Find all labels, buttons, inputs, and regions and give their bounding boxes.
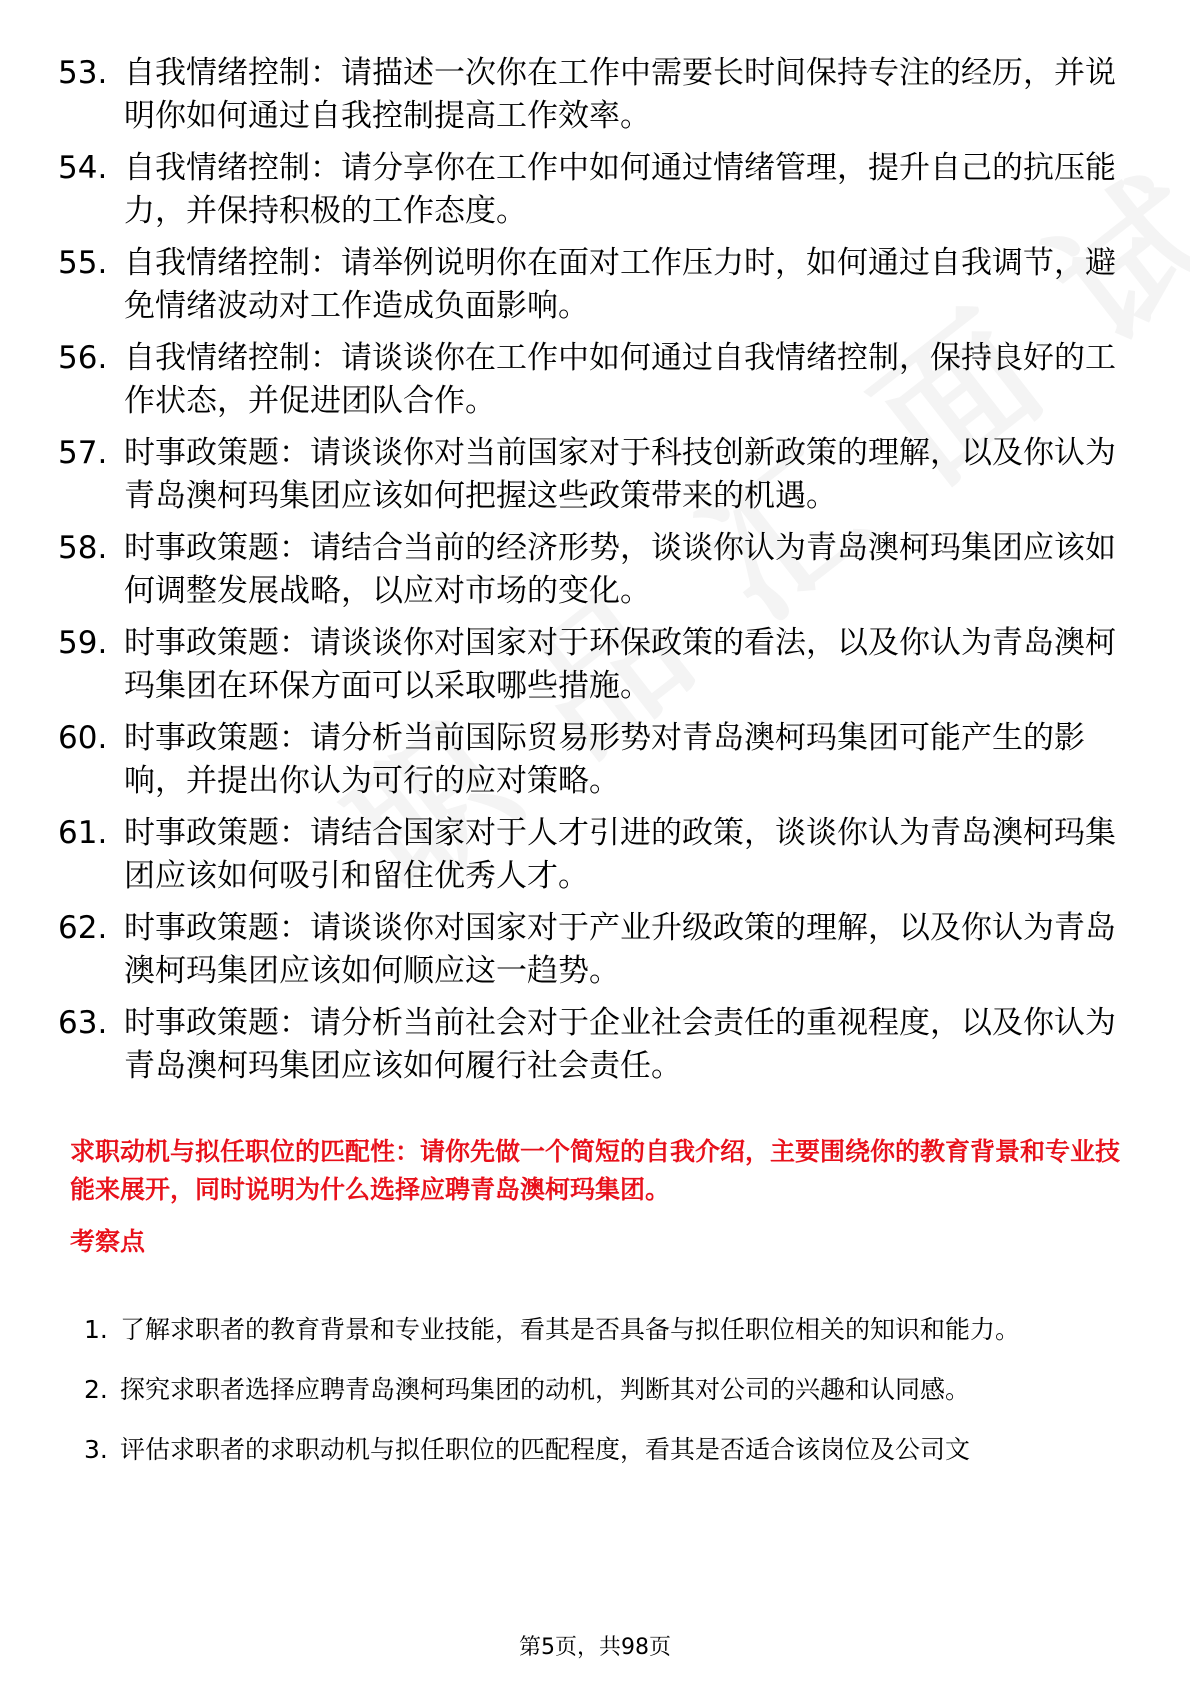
question-text: 自我情绪控制：请谈谈你在工作中如何通过自我情绪控制，保持良好的工作状态，并促进团队合作。 [124,340,1116,419]
question-number: 53. [58,55,108,91]
question-text: 时事政策题：请谈谈你对当前国家对于科技创新政策的理解，以及你认为青岛澳柯玛集团应该如何把握这些政策带来的机遇。 [124,435,1116,514]
question-number: 57. [58,435,108,471]
point-text: 评估求职者的求职动机与拟任职位的匹配程度，看其是否适合该岗位及公司文 [120,1435,971,1464]
question-number: 56. [58,340,108,376]
question-number: 55. [58,245,108,281]
points-list [84,1300,1120,1480]
question-item [58,812,1118,898]
point-text: 探究求职者选择应聘青岛澳柯玛集团的动机，判断其对公司的兴趣和认同感。 [120,1375,971,1404]
point-text: 了解求职者的教育背景和专业技能，看其是否具备与拟任职位相关的知识和能力。 [120,1315,1021,1344]
question-number: 58. [58,530,108,566]
section-title: 求职动机与拟任职位的匹配性：请你先做一个简短的自我介绍，主要围绕你的教育背景和专业技能来展开，同时说明为什么选择应聘青岛澳柯玛集团。 [70,1137,1121,1204]
question-text: 自我情绪控制：请举例说明你在面对工作压力时，如何通过自我调节，避免情绪波动对工作造成负面影响。 [124,245,1116,324]
question-item [58,622,1118,708]
question-number: 60. [58,720,108,756]
question-list [58,52,1118,1097]
question-item [58,432,1118,518]
point-item [84,1360,1120,1420]
point-number: 3. [84,1435,108,1464]
question-text: 时事政策题：请分析当前国际贸易形势对青岛澳柯玛集团可能产生的影响，并提出你认为可行的应对策略。 [124,720,1085,799]
question-number: 54. [58,150,108,186]
question-item [58,1002,1118,1088]
question-item [58,337,1118,423]
question-text: 时事政策题：请结合国家对于人才引进的政策，谈谈你认为青岛澳柯玛集团应该如何吸引和留住优秀人才。 [124,815,1116,894]
question-number: 59. [58,625,108,661]
question-item [58,242,1118,328]
question-item [58,527,1118,613]
point-item [84,1420,1120,1480]
question-item [58,907,1118,993]
question-text: 时事政策题：请谈谈你对国家对于产业升级政策的理解，以及你认为青岛澳柯玛集团应该如何顺应这一趋势。 [124,910,1116,989]
point-item [84,1300,1120,1360]
points-label: 考察点 [70,1227,146,1256]
question-item [58,717,1118,803]
point-number: 1. [84,1315,108,1344]
question-text: 时事政策题：请谈谈你对国家对于环保政策的看法，以及你认为青岛澳柯玛集团在环保方面可以采取哪些措施。 [124,625,1116,704]
question-text: 时事政策题：请结合当前的经济形势，谈谈你认为青岛澳柯玛集团应该如何调整发展战略，以应对市场的变化。 [124,530,1116,609]
question-text: 时事政策题：请分析当前社会对于企业社会责任的重视程度，以及你认为青岛澳柯玛集团应该如何履行社会责任。 [124,1005,1116,1084]
question-text: 自我情绪控制：请分享你在工作中如何通过情绪管理，提升自己的抗压能力，并保持积极的工作态度。 [124,150,1116,229]
question-number: 63. [58,1005,108,1041]
question-item [58,147,1118,233]
question-number: 62. [58,910,108,946]
question-item [58,52,1118,138]
point-number: 2. [84,1375,108,1404]
question-text: 自我情绪控制：请描述一次你在工作中需要长时间保持专注的经历，并说明你如何通过自我控制提高工作效率。 [124,55,1116,134]
question-number: 61. [58,815,108,851]
page-footer: 第5页，共98页 [519,1635,671,1660]
